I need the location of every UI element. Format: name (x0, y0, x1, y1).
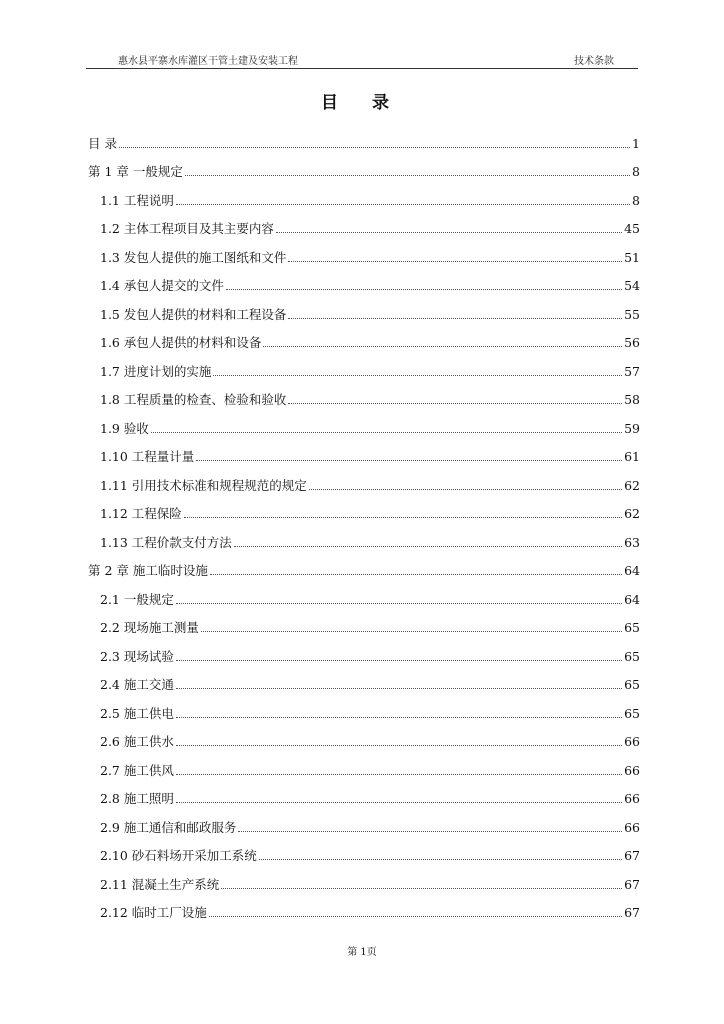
toc-entry[interactable] (88, 408, 640, 437)
toc-entry-label: 第 2 章 施工临时设施 (88, 563, 208, 578)
toc-entry[interactable] (88, 665, 640, 694)
toc-entry-page: 65 (624, 620, 640, 635)
page-number: 第 1页 (347, 947, 377, 958)
toc-entry-label: 2.9 施工通信和邮政服务 (100, 819, 237, 835)
toc-leader-dots (288, 261, 622, 262)
toc-entry-page: 51 (624, 249, 640, 265)
toc-entry-label: 2.4 施工交通 (100, 677, 174, 692)
toc-entry-page: 67 (624, 848, 640, 863)
toc-entry-label: 1.10 工程量计量 (100, 449, 195, 464)
toc-leader-dots (238, 831, 622, 832)
toc-entry[interactable] (88, 152, 640, 181)
toc-entry-page: 63 (624, 534, 640, 550)
toc-entry[interactable] (88, 836, 640, 865)
toc-entry-page: 57 (624, 363, 640, 379)
toc-entry-label: 1.2 主体工程项目及其主要内容 (100, 221, 274, 236)
toc-entry-page: 62 (624, 477, 640, 493)
toc-entry-label: 1.12 工程保险 (100, 506, 182, 521)
toc-leader-dots (213, 375, 622, 376)
toc-entry[interactable] (88, 522, 640, 551)
toc-entry[interactable] (88, 380, 640, 409)
toc-entry-label: 1.1 工程说明 (100, 192, 174, 208)
toc-leader-dots (288, 403, 622, 404)
toc-entry-label: 2.7 施工供风 (100, 762, 174, 778)
toc-entry[interactable] (88, 608, 640, 637)
toc-entry-page: 67 (624, 876, 640, 892)
toc-entry[interactable] (88, 693, 640, 722)
toc-entry-label: 2.8 施工照明 (100, 791, 174, 806)
toc-entry-label: 1.3 发包人提供的施工图纸和文件 (100, 249, 287, 265)
toc-leader-dots (176, 660, 622, 661)
toc-entry-label: 2.11 混凝土生产系统 (100, 876, 220, 892)
toc-entry-page: 64 (624, 563, 640, 578)
toc-entry[interactable] (88, 266, 640, 295)
toc-entry-label: 2.10 砂石料场开采加工系统 (100, 848, 257, 863)
toc-entry[interactable] (88, 807, 640, 836)
toc-entry-label: 1.7 进度计划的实施 (100, 363, 212, 379)
toc-entry-label: 目 录 (88, 135, 117, 151)
toc-leader-dots (176, 774, 622, 775)
toc-leader-dots (263, 346, 622, 347)
toc-entry-label: 2.1 一般规定 (100, 591, 174, 607)
toc-entry-label: 1.5 发包人提供的材料和工程设备 (100, 306, 287, 322)
toc-entry[interactable] (88, 180, 640, 209)
table-of-contents (88, 123, 640, 921)
toc-entry[interactable] (88, 722, 640, 751)
toc-entry-page: 55 (624, 306, 640, 322)
toc-entry-page: 58 (624, 392, 640, 407)
toc-leader-dots (184, 517, 622, 518)
toc-entry[interactable] (88, 465, 640, 494)
toc-entry[interactable] (88, 237, 640, 266)
toc-leader-dots (176, 745, 622, 746)
toc-entry-page: 64 (624, 591, 640, 607)
toc-entry-page: 56 (624, 335, 640, 350)
toc-entry[interactable] (88, 494, 640, 523)
page-title: 目 录 (321, 93, 403, 113)
page-header (86, 52, 638, 68)
toc-entry-label: 1.4 承包人提交的文件 (100, 278, 224, 293)
toc-entry-page: 67 (624, 905, 640, 920)
toc-entry-label: 2.2 现场施工测量 (100, 620, 199, 635)
toc-entry[interactable] (88, 864, 640, 893)
toc-entry[interactable] (88, 551, 640, 580)
toc-leader-dots (151, 432, 622, 433)
toc-entry-page: 54 (624, 278, 640, 293)
toc-entry-page: 8 (632, 164, 640, 179)
toc-entry-label: 2.12 临时工厂设施 (100, 905, 207, 920)
toc-entry-label: 1.6 承包人提供的材料和设备 (100, 335, 262, 350)
toc-entry[interactable] (88, 636, 640, 665)
toc-entry[interactable] (88, 779, 640, 808)
toc-entry-page: 65 (624, 677, 640, 692)
toc-entry-page: 65 (624, 705, 640, 721)
toc-leader-dots (176, 204, 630, 205)
toc-entry-page: 62 (624, 506, 640, 521)
toc-leader-dots (221, 888, 622, 889)
toc-leader-dots (119, 147, 630, 148)
toc-leader-dots (196, 460, 622, 461)
toc-entry-label: 第 1 章 一般规定 (88, 164, 183, 179)
toc-entry[interactable] (88, 323, 640, 352)
toc-entry[interactable] (88, 294, 640, 323)
header-divider (86, 68, 638, 69)
toc-leader-dots (234, 546, 622, 547)
toc-entry[interactable] (88, 209, 640, 238)
toc-entry[interactable] (88, 579, 640, 608)
toc-leader-dots (201, 631, 622, 632)
toc-entry-page: 65 (624, 648, 640, 664)
header-section-label: 技术条款 (574, 56, 614, 67)
toc-entry-page: 45 (624, 221, 640, 236)
toc-entry-page: 1 (632, 135, 640, 151)
toc-entry-label: 2.5 施工供电 (100, 705, 174, 721)
toc-entry[interactable] (88, 893, 640, 922)
toc-entry-label: 1.9 验收 (100, 420, 149, 436)
toc-leader-dots (176, 802, 622, 803)
toc-entry[interactable] (88, 351, 640, 380)
toc-leader-dots (259, 859, 622, 860)
toc-entry-label: 1.13 工程价款支付方法 (100, 534, 232, 550)
toc-entry-page: 59 (624, 420, 640, 436)
toc-entry-page: 8 (632, 192, 640, 208)
toc-leader-dots (185, 175, 630, 176)
toc-entry[interactable] (88, 750, 640, 779)
toc-entry-label: 1.11 引用技术标准和规程规范的规定 (100, 477, 307, 493)
toc-entry-label: 2.6 施工供水 (100, 734, 174, 749)
toc-leader-dots (288, 318, 622, 319)
toc-entry-page: 66 (624, 819, 640, 835)
toc-leader-dots (276, 232, 622, 233)
toc-entry-page: 66 (624, 734, 640, 749)
toc-entry-page: 66 (624, 791, 640, 806)
toc-entry-page: 66 (624, 762, 640, 778)
toc-entry[interactable] (88, 437, 640, 466)
toc-leader-dots (226, 289, 622, 290)
toc-leader-dots (209, 916, 622, 917)
header-project-title: 惠水县平寨水库灌区干管土建及安装工程 (118, 56, 298, 67)
toc-leader-dots (210, 574, 622, 575)
toc-entry-label: 1.8 工程质量的检查、检验和验收 (100, 392, 287, 407)
toc-leader-dots (309, 489, 622, 490)
toc-entry-page: 61 (624, 449, 640, 464)
toc-leader-dots (176, 603, 622, 604)
toc-leader-dots (176, 688, 622, 689)
toc-leader-dots (176, 717, 622, 718)
toc-entry[interactable] (88, 123, 640, 152)
toc-entry-label: 2.3 现场试验 (100, 648, 174, 664)
